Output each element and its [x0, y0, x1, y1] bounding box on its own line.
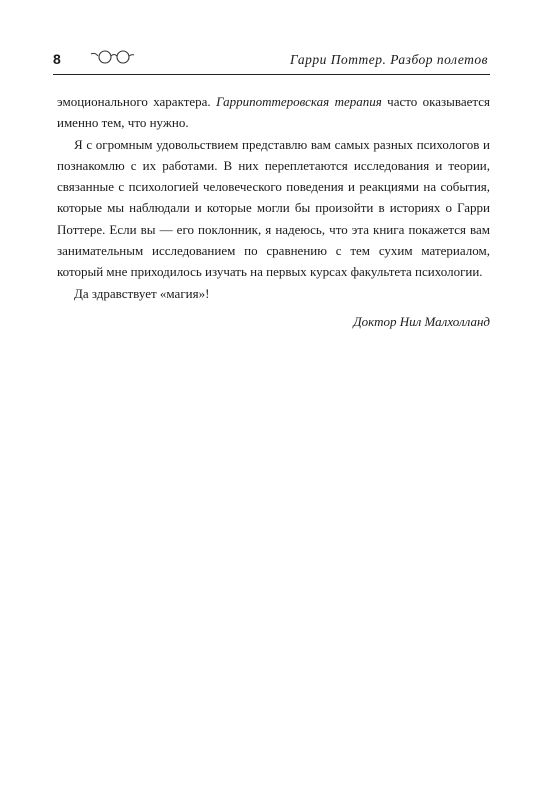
- page-header: [53, 44, 490, 75]
- paragraph-1-italic: Гаррипоттеровская терапия: [216, 94, 382, 109]
- page-number: 8: [53, 51, 61, 67]
- paragraph-3: Да здравствует «магия»!: [74, 285, 210, 301]
- body-text: [57, 91, 490, 304]
- paragraph-1: [57, 91, 490, 134]
- round-glasses-icon: [89, 46, 135, 66]
- paragraph-1-text-a: эмоционального характера.: [57, 94, 217, 109]
- author-signature: Доктор Нил Малхолланд: [353, 314, 490, 329]
- paragraph-1-text-b: часто оказывается именно тем, что нужно.: [57, 94, 490, 131]
- running-title: Гарри Поттер. Разбор полетов: [289, 52, 488, 67]
- paragraph-2: Я с огромным удовольствием представлю вам самых разных психологов и познакомлю с их работами. В них переплетаются исследования и теории, связанные с психологией человеческого поведения и реакциями на события, которые мы наблюдали и которые могли бы произойти в историях о Гарри Поттере. Если вы — его поклонник, я надеюсь, что эта книга покажется вам занимательным исследованием по сравнению с тем сухим материалом, который мне приходилось изучать на первых курсах факультета психологии.: [57, 136, 490, 280]
